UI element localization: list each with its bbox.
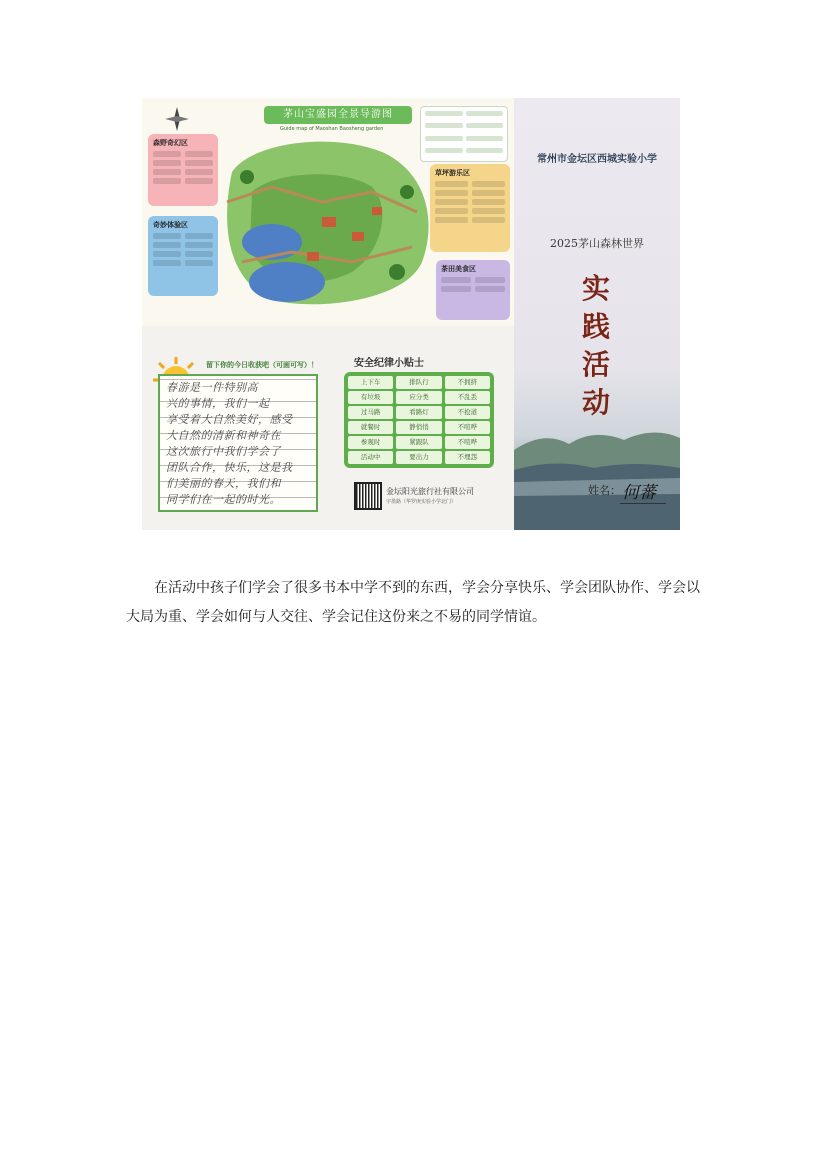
- rule-cell: 看路灯: [396, 406, 441, 419]
- name-label: 姓名：: [588, 484, 621, 497]
- rule-cell: 有垃圾: [348, 391, 393, 404]
- rule-cell: 参观时: [348, 436, 393, 449]
- leaflet-inner-page: [142, 98, 514, 530]
- zone-title: 森野奇幻区: [153, 139, 188, 147]
- rule-cell: 紧跟队: [396, 436, 441, 449]
- cover-title: 实践活动: [581, 272, 610, 419]
- body-paragraph: 在活动中孩子们学会了很多书本中学不到的东西，学会分享快乐、学会团队协作、学会以大局为重、学会如何与人交往、学会记住这份来之不易的同学情谊。: [126, 580, 700, 625]
- safety-rules-table: [344, 372, 494, 468]
- rule-cell: 上下车: [348, 376, 393, 389]
- student-name: 何蕃: [620, 478, 666, 504]
- rule-cell: 过马路: [348, 406, 393, 419]
- handwritten-diary: 春游是一件特别高 兴的事情，我们一起 享受着大自然美好，感受 大自然的清新和神奇在 这次旅行中我们学会了 团队合作，快乐，这是我 们美丽的春天，我们和 同学们在一起的时光。: [166, 381, 293, 506]
- school-name: 常州市金坛区西城实验小学: [537, 154, 657, 165]
- zone-title: 茶田美食区: [441, 265, 476, 273]
- rule-cell: 不喧哗: [445, 421, 490, 434]
- practice-activity-photo: [142, 98, 680, 530]
- company-name: 金坛阳光旅行社有限公司: [386, 487, 474, 496]
- rule-cell: 不喧哗: [445, 436, 490, 449]
- diary-heading: 留下你的今日收获吧（可画可写）！: [206, 361, 318, 369]
- park-map-illustration: [212, 132, 442, 312]
- zone-lawn: [430, 164, 510, 252]
- zone-tea-field: [436, 260, 510, 320]
- rule-cell: 不抢道: [445, 406, 490, 419]
- event-name: 2025茅山森林世界: [550, 237, 644, 250]
- rule-cell: 要出力: [396, 451, 441, 464]
- zone-title: 草坪游乐区: [435, 169, 470, 177]
- diary-writing-box: [158, 374, 318, 512]
- rule-cell: 应分类: [396, 391, 441, 404]
- rule-cell: 排队行: [396, 376, 441, 389]
- zone-title: 奇妙体验区: [153, 221, 188, 229]
- rule-cell: 不乱丢: [445, 391, 490, 404]
- map-title: 茅山宝盛园全景导游图: [264, 106, 412, 124]
- qr-code-icon: [354, 482, 382, 510]
- leaflet-cover: [514, 98, 680, 530]
- rule-cell: 就餐时: [348, 421, 393, 434]
- safety-rules-title: 安全纪律小贴士: [354, 358, 424, 369]
- rule-cell: 不埋怨: [445, 451, 490, 464]
- company-address: 宇墨路（华罗庚实验小学北门）: [386, 499, 457, 505]
- rule-cell: 静悄悄: [396, 421, 441, 434]
- zone-experience: [148, 216, 218, 296]
- mountain-landscape-icon: [514, 420, 680, 530]
- zone-forest: [148, 134, 218, 206]
- compass-icon: [164, 106, 190, 132]
- rule-cell: 活动中: [348, 451, 393, 464]
- scenic-area-map: [142, 98, 514, 326]
- rule-cell: 不拥挤: [445, 376, 490, 389]
- map-subtitle: Guide map of Maoshan Baosheng garden: [280, 126, 384, 132]
